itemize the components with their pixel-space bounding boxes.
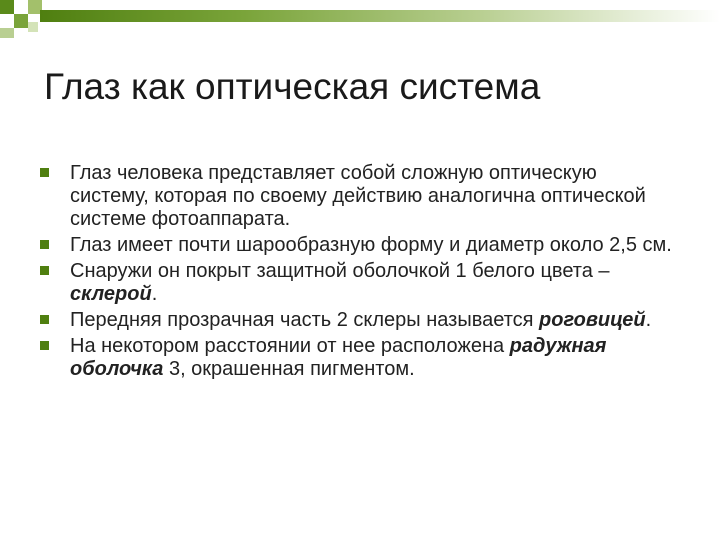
square-bullet-icon bbox=[40, 266, 49, 275]
bullet-text: Глаз имеет почти шарообразную форму и диаметр около 2,5 см. bbox=[70, 234, 672, 256]
bullet-list bbox=[40, 162, 680, 384]
slide-title: Глаз как оптическая система bbox=[44, 66, 541, 107]
bullet-item bbox=[40, 335, 680, 381]
square-bullet-icon bbox=[40, 315, 49, 324]
bullet-text: Снаружи он покрыт защитной оболочкой 1 белого цвета – bbox=[70, 260, 610, 282]
bullet-text-end: . bbox=[151, 283, 158, 305]
bullet-text: Глаз человека представляет собой сложную оптическую систему, которая по своему действию аналогична оптической системе фотоаппарата. bbox=[70, 162, 646, 230]
bullet-text-end: . bbox=[645, 309, 652, 331]
square-bullet-icon bbox=[40, 240, 49, 249]
corner-square bbox=[0, 28, 14, 38]
corner-square bbox=[0, 0, 14, 14]
corner-square bbox=[28, 22, 38, 32]
bullet-item bbox=[40, 309, 680, 332]
bullet-item bbox=[40, 234, 680, 257]
bullet-text: На некотором расстоянии от нее расположена bbox=[70, 335, 510, 357]
bullet-term: склерой bbox=[70, 283, 152, 305]
bullet-term: радужная оболочка bbox=[70, 335, 607, 380]
bullet-term: роговицей bbox=[539, 309, 646, 331]
bullet-text: Передняя прозрачная часть 2 склеры называется bbox=[70, 309, 540, 331]
bullet-item bbox=[40, 162, 680, 231]
bullet-item bbox=[40, 260, 680, 306]
corner-square bbox=[14, 14, 28, 28]
square-bullet-icon bbox=[40, 168, 49, 177]
square-bullet-icon bbox=[40, 341, 49, 350]
top-gradient-bar bbox=[40, 10, 720, 22]
bullet-text-end: 3, окрашенная пигментом. bbox=[163, 358, 415, 380]
